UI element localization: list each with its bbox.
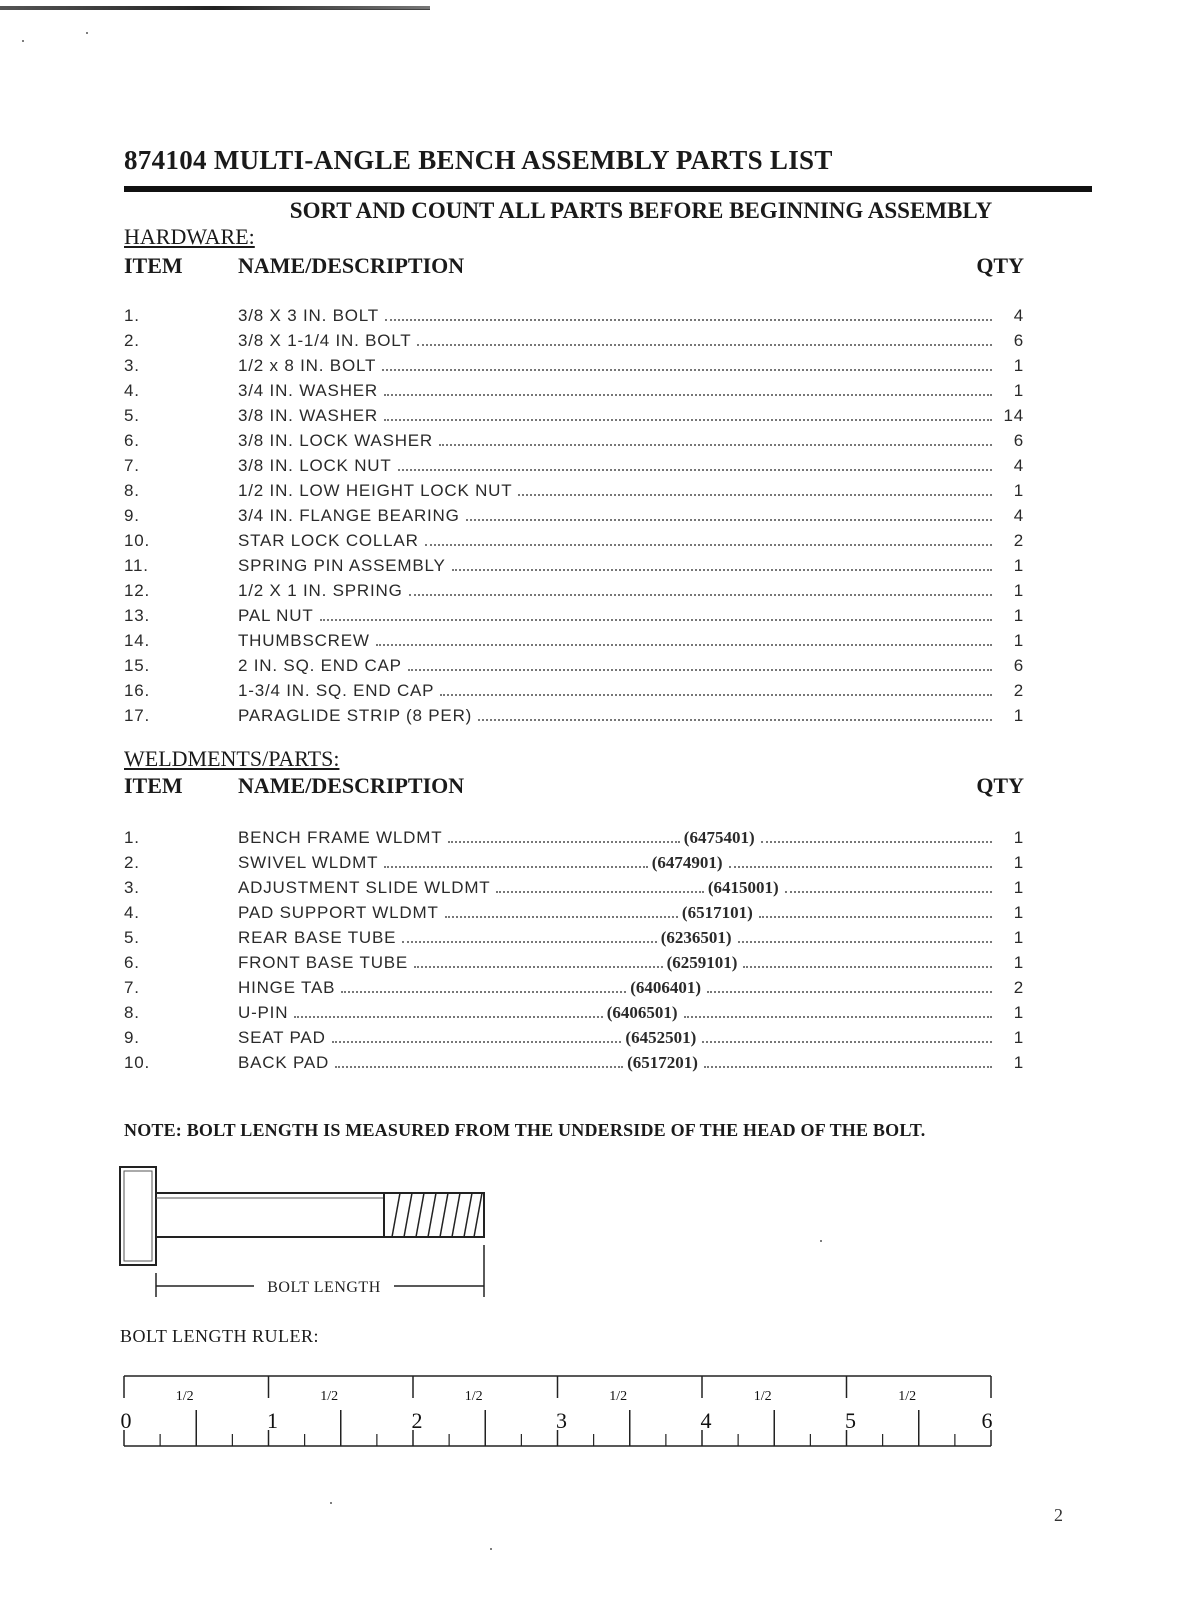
item-number: 4. [124,903,140,922]
hardware-heading: HARDWARE: [124,224,255,249]
item-qty: 1 [1013,706,1024,725]
leader-dots [341,991,626,993]
leader-dots [702,1041,992,1043]
hardware-column-header [124,253,1024,281]
item-qty: 1 [1013,953,1024,972]
bolt-threads [392,1193,482,1237]
item-line [238,1053,996,1073]
table-row [124,531,1024,556]
leader-dots [684,1016,992,1018]
leader-dots [761,841,992,843]
part-number: (6415001) [707,878,779,897]
leader-dots [335,1066,623,1068]
item-number: 2. [124,853,140,872]
leader-dots [759,916,992,918]
item-number: 2. [124,331,140,350]
item-number: 12. [124,581,151,600]
table-row [124,978,1024,1003]
leader-dots [440,694,992,696]
table-row [124,431,1024,456]
item-line [238,306,996,326]
column-item: ITEM [124,253,183,278]
item-number: 6. [124,431,140,450]
leader-dots [445,916,678,918]
title-rule [124,186,1092,192]
item-line [238,406,996,426]
item-qty: 2 [1013,978,1024,997]
item-number: 3. [124,356,140,375]
page-number: 2 [1054,1505,1063,1525]
table-row [124,556,1024,581]
item-line [238,356,996,376]
item-line [238,606,996,626]
part-number: (6517201) [627,1053,698,1072]
item-qty: 1 [1013,1003,1024,1022]
item-qty: 1 [1013,356,1024,375]
leader-dots [704,1066,992,1068]
ruler-inch-number: 2 [411,1408,423,1433]
ruler-half-label: 1/2 [320,1389,339,1404]
item-name: 1-3/4 IN. SQ. END CAP [238,681,435,700]
item-line [238,706,996,726]
column-name: NAME/DESCRIPTION [238,773,465,798]
item-line [238,853,996,873]
item-line [238,456,996,476]
table-row [124,481,1024,506]
item-line [238,506,996,526]
item-name: PARAGLIDE STRIP (8 PER) [238,706,473,725]
part-number: (6406401) [630,978,702,997]
item-number: 14. [124,631,151,650]
ruler-inch-number: 3 [556,1408,567,1433]
table-row [124,506,1024,531]
column-qty: QTY [976,773,1024,798]
item-line [238,656,996,676]
scan-top-edge-line [300,9,430,10]
table-row [124,1028,1024,1053]
leader-dots [385,319,992,321]
item-number: 16. [124,681,151,700]
item-name: SWIVEL WLDMT [238,853,379,872]
bolt-head-inner [124,1171,152,1261]
leader-dots [785,891,992,893]
weldments-heading: WELDMENTS/PARTS: [124,746,340,771]
table-row [124,681,1024,706]
item-number: 10. [124,1053,151,1072]
weldments-list [124,828,1024,1078]
item-qty: 2 [1013,531,1024,550]
item-number: 4. [124,381,140,400]
item-name: REAR BASE TUBE [238,928,397,947]
table-row [124,928,1024,953]
item-line [238,481,996,501]
item-name: 3/4 IN. FLANGE BEARING [238,506,460,525]
leader-dots [414,966,663,968]
item-line [238,928,996,948]
item-qty: 1 [1013,631,1024,650]
item-number: 15. [124,656,151,675]
item-name: BACK PAD [238,1053,330,1072]
leader-dots [518,494,992,496]
table-row [124,706,1024,731]
table-row [124,828,1024,853]
bolt-head [120,1167,156,1265]
item-line [238,878,996,898]
table-row [124,656,1024,681]
item-qty: 1 [1013,1053,1024,1072]
table-row [124,1003,1024,1028]
ruler-half-label: 1/2 [609,1389,628,1404]
item-qty: 4 [1013,506,1024,525]
part-number: (6452501) [625,1028,697,1047]
leader-dots [707,991,992,993]
leader-dots [384,419,992,421]
ruler-half-label: 1/2 [898,1389,917,1404]
item-qty: 2 [1013,681,1024,700]
item-line [238,681,996,701]
item-number: 10. [124,531,151,550]
leader-dots [448,841,679,843]
item-line [238,556,996,576]
leader-dots [496,891,703,893]
leader-dots [743,966,992,968]
item-name: 3/4 IN. WASHER [238,381,378,400]
item-name: 1/2 X 1 IN. SPRING [238,581,403,600]
item-number: 7. [124,456,140,475]
part-number: (6259101) [666,953,738,972]
item-number: 17. [124,706,151,725]
item-line [238,1003,996,1023]
table-row [124,331,1024,356]
ruler-inch-number: 0 [120,1408,132,1433]
table-row [124,953,1024,978]
ruler-label: BOLT LENGTH RULER: [120,1326,320,1346]
item-qty: 6 [1013,331,1024,350]
item-number: 5. [124,406,140,425]
item-name: 3/8 IN. WASHER [238,406,378,425]
ruler-half-label: 1/2 [464,1389,483,1404]
item-name: 3/8 IN. LOCK NUT [238,456,392,475]
table-row [124,406,1024,431]
item-qty: 6 [1013,656,1024,675]
item-name: 3/8 X 1-1/4 IN. BOLT [238,331,412,350]
item-line [238,381,996,401]
item-line [238,581,996,601]
part-number: (6236501) [660,928,732,947]
scan-speck [22,40,24,42]
item-name: PAD SUPPORT WLDMT [238,903,439,922]
item-qty: 4 [1013,306,1024,325]
item-number: 1. [124,306,140,325]
item-number: 9. [124,506,140,525]
item-qty: 1 [1013,1028,1024,1047]
item-qty: 1 [1013,481,1024,500]
leader-dots [729,866,992,868]
ruler-inch-number: 6 [981,1408,993,1433]
item-name: SEAT PAD [238,1028,326,1047]
item-name: 3/8 X 3 IN. BOLT [238,306,379,325]
item-line [238,1028,996,1048]
item-qty: 4 [1013,456,1024,475]
leader-dots [320,619,992,621]
item-line [238,953,996,973]
leader-dots [332,1041,622,1043]
item-name: 3/8 IN. LOCK WASHER [238,431,434,450]
leader-dots [466,519,992,521]
item-line [238,978,996,998]
item-name: BENCH FRAME WLDMT [238,828,443,847]
item-number: 7. [124,978,140,997]
leader-dots [439,444,992,446]
ruler-half-label: 1/2 [753,1389,772,1404]
part-number: (6406501) [606,1003,678,1022]
item-name: THUMBSCREW [238,631,370,650]
item-qty: 1 [1013,381,1024,400]
item-qty: 14 [1003,406,1024,425]
item-number: 9. [124,1028,140,1047]
weldments-column-header [124,773,1024,801]
item-name: ADJUSTMENT SLIDE WLDMT [238,878,491,897]
ruler-inch-number: 1 [267,1408,278,1433]
scan-speck [490,1548,492,1550]
leader-dots [402,941,656,943]
item-line [238,631,996,651]
item-number: 3. [124,878,140,897]
scan-speck [330,1502,332,1504]
leader-dots [478,719,992,721]
item-name: 1/2 x 8 IN. BOLT [238,356,377,375]
leader-dots [408,669,992,671]
leader-dots [425,544,992,546]
leader-dots [382,369,992,371]
leader-dots [376,644,992,646]
table-row [124,356,1024,381]
part-number: (6474901) [651,853,723,872]
page-subtitle: SORT AND COUNT ALL PARTS BEFORE BEGINNING ASSEMBLY [289,198,993,223]
scan-speck [86,32,88,34]
page-title: 874104 MULTI-ANGLE BENCH ASSEMBLY PARTS LIST [124,145,833,175]
table-row [124,456,1024,481]
bolt-length-label: BOLT LENGTH [267,1279,381,1296]
bolt-length-ruler [116,1372,1016,1452]
bolt-diagram [116,1165,496,1305]
leader-dots [409,594,992,596]
leader-dots [398,469,992,471]
item-number: 5. [124,928,140,947]
item-qty: 1 [1013,556,1024,575]
item-qty: 1 [1013,581,1024,600]
table-row [124,903,1024,928]
item-line [238,331,996,351]
part-number: (6517101) [681,903,753,922]
table-row [124,1053,1024,1078]
item-qty: 1 [1013,606,1024,625]
table-row [124,381,1024,406]
ruler-inch-number: 4 [700,1408,712,1433]
scan-speck [820,1240,822,1242]
ruler-half-label: 1/2 [175,1389,194,1404]
item-name: HINGE TAB [238,978,336,997]
leader-dots [452,569,992,571]
table-row [124,853,1024,878]
item-name: 2 IN. SQ. END CAP [238,656,402,675]
item-qty: 1 [1013,853,1024,872]
bolt-length-note: NOTE: BOLT LENGTH IS MEASURED FROM THE UNDERSIDE OF THE HEAD OF THE BOLT. [124,1120,926,1140]
item-line [238,828,996,848]
table-row [124,306,1024,331]
item-name: PAL NUT [238,606,314,625]
item-number: 1. [124,828,140,847]
table-row [124,878,1024,903]
item-name: FRONT BASE TUBE [238,953,409,972]
part-number: (6475401) [683,828,755,847]
column-name: NAME/DESCRIPTION [238,253,465,278]
table-row [124,606,1024,631]
item-name: 1/2 IN. LOW HEIGHT LOCK NUT [238,481,513,500]
item-name: STAR LOCK COLLAR [238,531,419,550]
column-item: ITEM [124,773,183,798]
item-line [238,531,996,551]
item-qty: 6 [1013,431,1024,450]
table-row [124,581,1024,606]
table-row [124,631,1024,656]
item-number: 8. [124,1003,140,1022]
item-name: U-PIN [238,1003,289,1022]
leader-dots [417,344,992,346]
item-qty: 1 [1013,828,1024,847]
item-number: 13. [124,606,151,625]
item-name: SPRING PIN ASSEMBLY [238,556,446,575]
item-line [238,431,996,451]
leader-dots [384,866,647,868]
item-qty: 1 [1013,903,1024,922]
item-qty: 1 [1013,928,1024,947]
leader-dots [738,941,992,943]
item-number: 6. [124,953,140,972]
item-number: 11. [124,556,149,575]
column-qty: QTY [976,253,1024,278]
item-line [238,903,996,923]
leader-dots [294,1016,602,1018]
item-number: 8. [124,481,140,500]
ruler-inch-number: 5 [845,1408,856,1433]
leader-dots [384,394,992,396]
item-qty: 1 [1013,878,1024,897]
hardware-list [124,306,1024,731]
